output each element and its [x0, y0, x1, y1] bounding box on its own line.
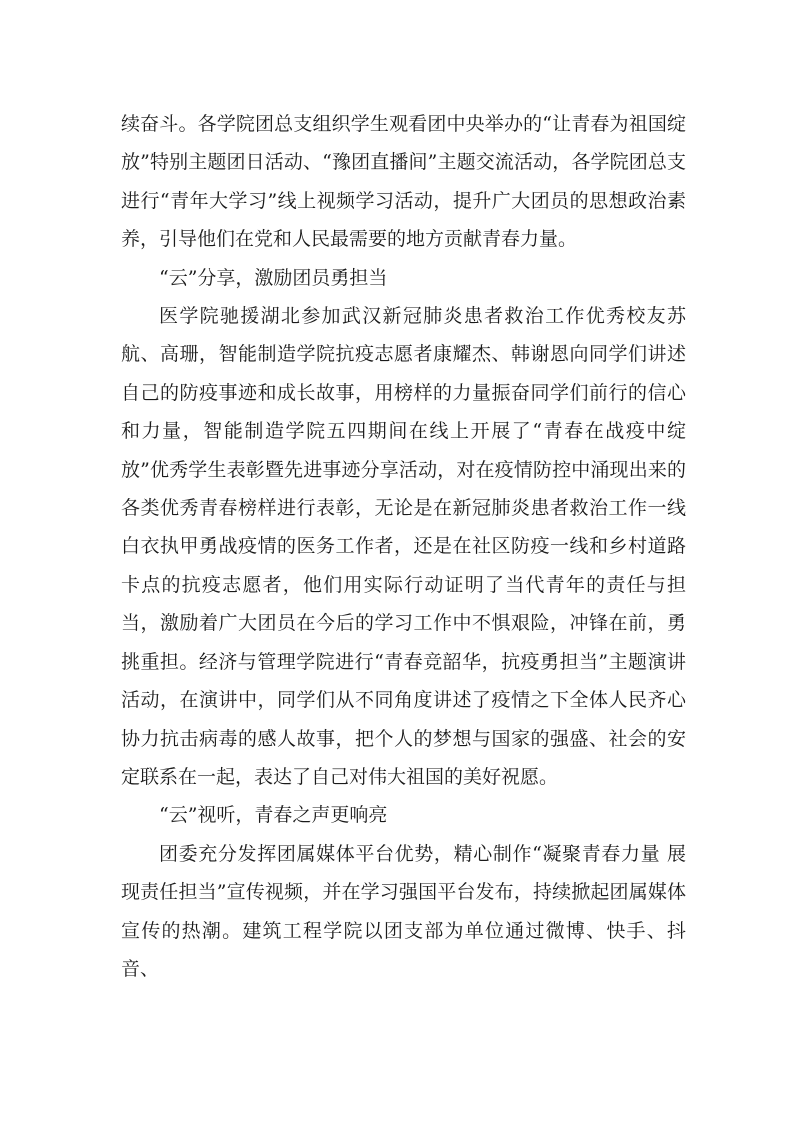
paragraph-role-models: 医学院驰援湖北参加武汉新冠肺炎患者救治工作优秀校友苏航、高珊，智能制造学院抗疫志愿者康耀杰、韩谢恩向同学们讲述自己的防疫事迹和成长故事，用榜样的力量振奋同学们前行的信心和力量，智能制造学院五四期间在线上开展了“青春在战疫中绽放”优秀学生表彰暨先进事迹分享活动，对在疫情防控中涌现出来的各类优秀青春榜样进行表彰，无论是在新冠肺炎患者救治工作一线白衣执甲勇战疫情的医务工作者，还是在社区防疫一线和乡村道路卡点的抗疫志愿者，他们用实际行动证明了当代青年的责任与担当，激励着广大团员在今后的学习工作中不惧艰险，冲锋在前，勇挑重担。经济与管理学院进行“青春竞韶华，抗疫勇担当”主题演讲活动，在演讲中，同学们从不同角度讲述了疫情之下全体人民齐心协力抗击病毒的感人故事，把个人的梦想与国家的强盛、社会的安定联系在一起，表达了自己对伟大祖国的美好祝愿。	[121, 305, 686, 788]
paragraph-media-platforms: 团委充分发挥团属媒体平台优势，精心制作“凝聚青春力量 展现责任担当”宣传视频，并在学习强国平台发布，持续掀起团属媒体宣传的热潮。建筑工程学院以团支部为单位通过微博、快手、抖音、	[121, 842, 686, 980]
paragraph-continuation: 续奋斗。各学院团总支组织学生观看团中央举办的“让青春为祖国绽放”特别主题团日活动、“豫团直播间”主题交流活动，各学院团总支进行“青年大学习”线上视频学习活动，提升广大团员的思想政治素养，引导他们在党和人民最需要的地方贡献青春力量。	[121, 113, 686, 251]
document-body	[121, 105, 686, 988]
section-heading-cloud-sharing: “云”分享，激励团员勇担当	[159, 266, 388, 289]
section-heading-cloud-audiovisual: “云”视听，青春之声更响亮	[159, 804, 388, 827]
